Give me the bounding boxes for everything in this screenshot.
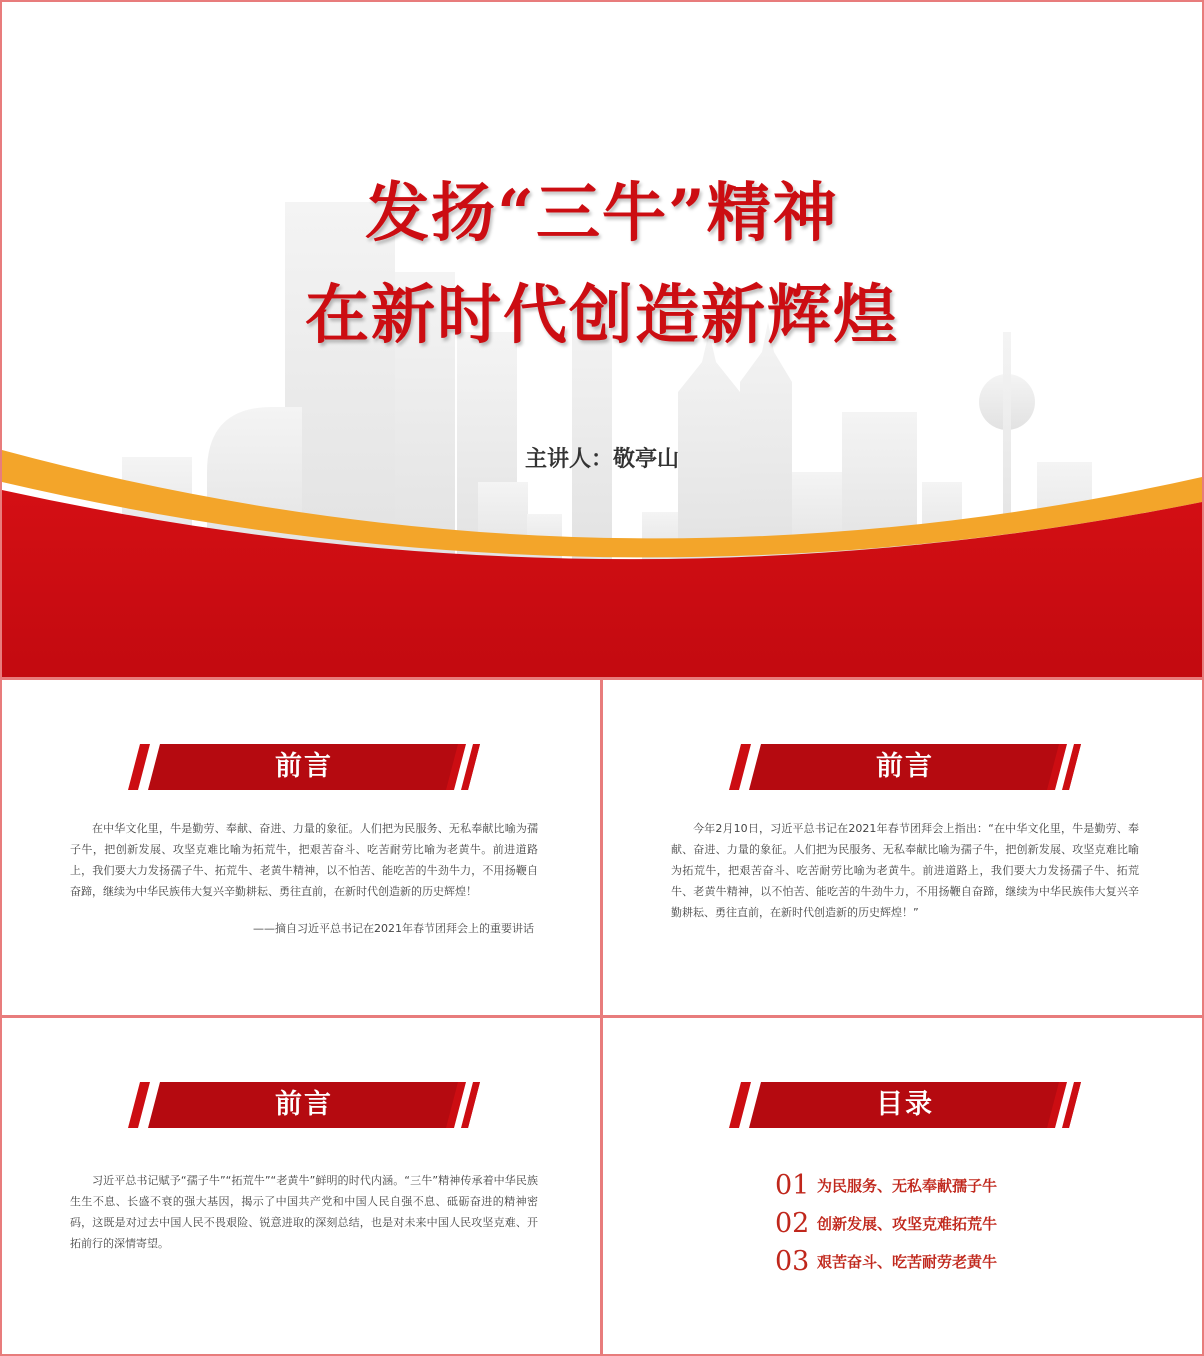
- toc-label: 创新发展、攻坚克难拓荒牛: [817, 1214, 998, 1233]
- speaker-label: 主讲人：敬亭山: [524, 446, 679, 472]
- section-heading: 目录: [876, 1089, 934, 1120]
- quote-source: ——摘自习近平总书记在2021年春节团拜会上的重要讲话: [253, 922, 534, 935]
- section-banner: [729, 744, 1081, 790]
- toc-item-2[interactable]: [775, 1204, 997, 1242]
- cover-title-line1: 发扬“三牛”精神: [365, 176, 839, 251]
- section-heading: 前言: [876, 751, 934, 782]
- toc-number: 02: [775, 1207, 810, 1239]
- toc-label: 艰苦奋斗、吃苦耐劳老黄牛: [817, 1252, 998, 1271]
- section-banner: [729, 1082, 1081, 1128]
- preface-slide-3[interactable]: [2, 1018, 600, 1354]
- preface-paragraph: 习近平总书记赋予“孺子牛”“拓荒牛”“老黄牛”鲜明的时代内涵。“三牛”精神传承着中华民族生生不息、长盛不衰的强大基因，揭示了中国共产党和中国人民自强不息、砥砺奋进的精神密码，这既是对过去中国人民不畏艰险、锐意进取的深刻总结，也是对未来中国人民攻坚克难、开拓前行的深情寄望。: [70, 1174, 538, 1250]
- section-banner: [128, 1082, 480, 1128]
- preface-slide-2[interactable]: [603, 680, 1202, 1015]
- contents-slide[interactable]: [603, 1018, 1202, 1354]
- cover-slide[interactable]: [2, 2, 1202, 677]
- preface-paragraph: 在中华文化里，牛是勤劳、奉献、奋进、力量的象征。人们把为民服务、无私奉献比喻为孺子牛，把创新发展、攻坚克难比喻为拓荒牛，把艰苦奋斗、吃苦耐劳比喻为老黄牛。前进道路上，我们要大力发扬孺子牛、拓荒牛、老黄牛精神，以不怕苦、能吃苦的牛劲牛力，不用扬鞭自奋蹄，继续为中华民族伟大复兴辛勤耕耘、勇往直前，在新时代创造新的历史辉煌！: [70, 822, 538, 898]
- toc-label: 为民服务、无私奉献孺子牛: [817, 1176, 998, 1195]
- toc-number: 03: [775, 1245, 810, 1277]
- toc-item-3[interactable]: [775, 1242, 997, 1280]
- section-heading: 前言: [275, 1089, 333, 1120]
- cover-title-line2: 在新时代创造新辉煌: [305, 278, 899, 353]
- table-of-contents: [775, 1166, 997, 1280]
- preface-paragraph: 今年2月10日，习近平总书记在2021年春节团拜会上指出：“在中华文化里，牛是勤劳、奉献、奋进、力量的象征。人们把为民服务、无私奉献比喻为孺子牛，把创新发展、攻坚克难比喻为拓荒牛，把艰苦奋斗、吃苦耐劳比喻为老黄牛。前进道路上，我们要大力发扬孺子牛、拓荒牛、老黄牛精神，以不怕苦、能吃苦的牛劲牛力，不用扬鞭自奋蹄，继续为中华民族伟大复兴辛勤耕耘、勇往直前，在新时代创造新的历史辉煌！”: [671, 822, 1139, 919]
- section-banner: [128, 744, 480, 790]
- toc-number: 01: [775, 1169, 810, 1201]
- preface-slide-1[interactable]: [2, 680, 600, 1015]
- toc-item-1[interactable]: [775, 1166, 997, 1204]
- section-heading: 前言: [275, 751, 333, 782]
